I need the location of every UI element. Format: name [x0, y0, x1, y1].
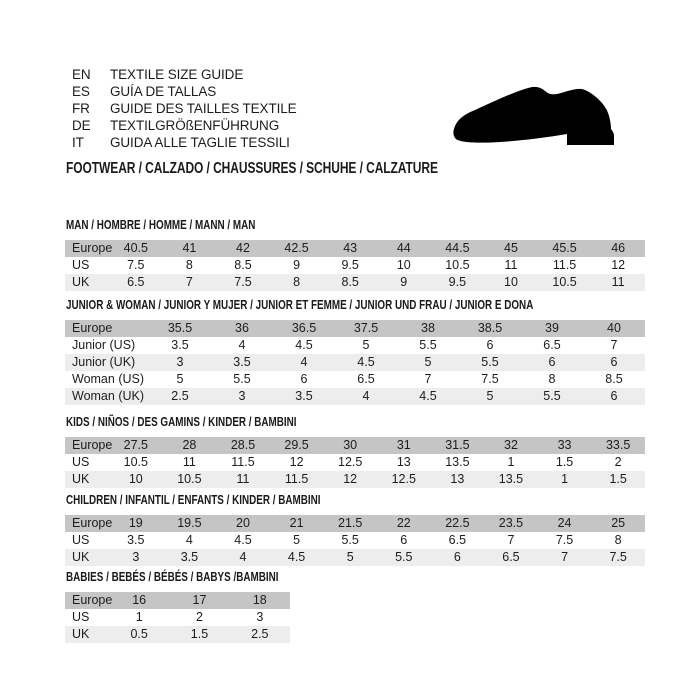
size-cell: 28 [182, 438, 197, 452]
size-cell: 7 [507, 533, 515, 547]
size-cell: 5 [176, 372, 184, 386]
size-cell: 4.5 [357, 355, 375, 369]
size-cell: 13.5 [445, 455, 470, 469]
language-code: ES [72, 84, 90, 99]
size-cell: 5 [362, 338, 370, 352]
size-cell: 1.5 [609, 472, 627, 486]
size-cell: 33.5 [605, 438, 631, 452]
size-cell: 44 [396, 241, 411, 255]
size-cell: 6.5 [448, 533, 467, 547]
size-cell: 31 [396, 438, 411, 452]
size-cell: 11.5 [552, 258, 577, 272]
size-cell: 18 [252, 593, 267, 607]
size-cell: 2 [614, 455, 622, 469]
size-cell: 0.5 [130, 627, 148, 641]
size-table [65, 515, 645, 566]
size-cell: 21 [289, 516, 304, 530]
size-cell: 1.5 [190, 627, 209, 641]
size-cell: 3.5 [180, 550, 199, 564]
size-cell: 6 [610, 355, 618, 369]
table-row [65, 274, 645, 291]
size-cell: 4.5 [234, 533, 252, 547]
size-cell: 5 [486, 389, 494, 403]
row-label: Woman (US) [72, 372, 145, 386]
table-row [65, 532, 645, 549]
language-title: TEXTILE SIZE GUIDE [110, 67, 244, 82]
language-code: EN [72, 67, 91, 82]
size-cell: 6 [300, 372, 308, 386]
size-cell: 5.5 [341, 533, 359, 547]
row-label: Junior (UK) [72, 355, 136, 369]
row-label: UK [72, 627, 90, 641]
size-cell: 2 [196, 610, 203, 624]
size-cell: 4 [362, 389, 370, 403]
size-cell: 11 [611, 275, 625, 289]
size-cell: 41 [182, 241, 197, 255]
size-cell: 4.5 [295, 338, 313, 352]
size-cell: 12 [289, 455, 304, 469]
table-title: BABIES / BEBÉS / BÉBÉS / BABYS /BAMBINI [66, 569, 279, 584]
size-cell: 7.5 [127, 258, 145, 272]
size-cell: 2.5 [171, 389, 189, 403]
size-cell: 9.5 [341, 258, 359, 272]
size-cell: 13 [396, 455, 411, 469]
size-cell: 36 [235, 321, 249, 335]
language-code: FR [72, 101, 90, 116]
size-cell: 9.5 [448, 275, 467, 289]
size-cell: 7 [424, 372, 432, 386]
size-cell: 25 [611, 516, 626, 530]
row-label: Junior (US) [72, 338, 136, 352]
size-cell: 5.5 [233, 372, 251, 386]
row-label: Europe [72, 321, 113, 335]
table-row [65, 371, 645, 388]
size-cell: 3 [256, 610, 264, 624]
table-title: KIDS / NIÑOS / DES GAMINS / KINDER / BAMBINI [66, 414, 297, 429]
size-cell: 16 [132, 593, 147, 607]
size-cell: 11.5 [231, 455, 255, 469]
size-cell: 8 [614, 533, 622, 547]
row-label: Europe [72, 516, 113, 530]
language-title: GUIDE DES TAILLES TEXTILE [110, 101, 297, 116]
size-cell: 8.5 [605, 372, 623, 386]
size-cell: 11 [504, 258, 518, 272]
size-cell: 28.5 [230, 438, 256, 452]
size-cell: 13 [450, 472, 465, 486]
size-cell: 20 [236, 516, 250, 530]
size-cell: 35.5 [167, 321, 193, 335]
size-cell: 7.5 [555, 533, 574, 547]
size-cell: 7.5 [609, 550, 627, 564]
size-cell: 6 [486, 338, 494, 352]
size-cell: 43 [343, 241, 358, 255]
row-label: US [72, 455, 90, 469]
row-label: US [72, 258, 90, 272]
size-cell: 33 [557, 438, 572, 452]
size-cell: 7 [610, 338, 618, 352]
size-cell: 23.5 [498, 516, 524, 530]
size-cell: 37.5 [353, 321, 379, 335]
size-cell: 12.5 [391, 472, 416, 486]
size-cell: 5.5 [395, 550, 413, 564]
size-cell: 24 [557, 516, 572, 530]
table-row [65, 626, 290, 643]
size-cell: 3 [176, 355, 184, 369]
language-title: TEXTILGRÖßENFÜHRUNG [110, 118, 280, 133]
size-cell: 12 [611, 258, 626, 272]
size-cell: 19.5 [177, 516, 202, 530]
size-cell: 8.5 [234, 258, 252, 272]
size-cell: 3 [238, 389, 246, 403]
size-cell: 4.5 [287, 550, 306, 564]
row-label: Europe [72, 438, 113, 452]
size-cell: 4 [238, 338, 246, 352]
size-cell: 3.5 [295, 389, 313, 403]
size-cell: 5.5 [419, 338, 437, 352]
size-cell: 1 [135, 610, 143, 624]
size-cell: 3.5 [233, 355, 251, 369]
size-cell: 42.5 [284, 241, 309, 255]
size-cell: 1 [507, 455, 515, 469]
size-cell: 7 [561, 550, 569, 564]
size-cell: 3 [132, 550, 140, 564]
size-cell: 2.5 [251, 627, 269, 641]
size-cell: 8.5 [341, 275, 359, 289]
size-cell: 10.5 [552, 275, 577, 289]
size-cell: 40 [607, 321, 621, 335]
size-cell: 5.5 [481, 355, 499, 369]
table-row [65, 515, 645, 532]
table-row [65, 454, 645, 471]
size-cell: 7.5 [234, 275, 252, 289]
size-cell: 6.5 [357, 372, 375, 386]
size-cell: 12 [343, 472, 358, 486]
size-cell: 3.5 [171, 338, 189, 352]
table-row [65, 592, 290, 609]
size-cell: 36.5 [291, 321, 317, 335]
size-cell: 8 [185, 258, 193, 272]
size-cell: 6.5 [127, 275, 145, 289]
size-cell: 10 [396, 258, 411, 272]
row-label: Europe [72, 241, 113, 255]
size-cell: 42 [236, 241, 250, 255]
size-cell: 4 [239, 550, 247, 564]
size-cell: 1.5 [555, 455, 574, 469]
size-cell: 38.5 [477, 321, 503, 335]
row-label: UK [72, 550, 90, 564]
table-row [65, 320, 645, 337]
size-cell: 11 [182, 455, 196, 469]
size-cell: 6.5 [502, 550, 520, 564]
table-row [65, 388, 645, 405]
size-cell: 7.5 [481, 372, 499, 386]
size-cell: 22.5 [445, 516, 470, 530]
table-row [65, 437, 645, 454]
language-title: GUIDA ALLE TAGLIE TESSILI [110, 135, 290, 150]
table-row [65, 337, 645, 354]
size-cell: 5.5 [543, 389, 561, 403]
size-cell: 4 [300, 355, 308, 369]
size-cell: 27.5 [123, 438, 148, 452]
size-cell: 3.5 [127, 533, 145, 547]
size-cell: 8 [548, 372, 556, 386]
size-cell: 17 [192, 593, 207, 607]
row-label: US [72, 610, 90, 624]
size-cell: 10.5 [123, 455, 148, 469]
table-row [65, 257, 645, 274]
size-cell: 19 [128, 516, 143, 530]
size-cell: 10 [128, 472, 143, 486]
size-table [65, 320, 645, 405]
size-cell: 5 [346, 550, 354, 564]
size-cell: 13.5 [498, 472, 524, 486]
size-cell: 4 [185, 533, 193, 547]
size-cell: 39 [545, 321, 559, 335]
size-cell: 5 [293, 533, 301, 547]
size-table [65, 592, 290, 643]
size-table [65, 240, 645, 291]
size-cell: 21.5 [338, 516, 363, 530]
size-cell: 6 [548, 355, 556, 369]
size-cell: 10 [504, 275, 518, 289]
table-row [65, 240, 645, 257]
size-cell: 6 [610, 389, 618, 403]
row-label: UK [72, 472, 90, 486]
size-cell: 7 [185, 275, 193, 289]
size-cell: 32 [504, 438, 518, 452]
size-cell: 10.5 [177, 472, 202, 486]
size-cell: 6 [400, 533, 408, 547]
table-title: CHILDREN / INFANTIL / ENFANTS / KINDER / BAMBINI [66, 492, 321, 507]
size-cell: 44.5 [445, 241, 470, 255]
size-table [65, 437, 645, 488]
size-cell: 9 [293, 258, 301, 272]
size-cell: 10.5 [445, 258, 470, 272]
size-cell: 40.5 [123, 241, 148, 255]
size-cell: 30 [343, 438, 358, 452]
table-row [65, 354, 645, 371]
row-label: Woman (UK) [72, 389, 145, 403]
size-cell: 1 [561, 472, 569, 486]
row-label: Europe [72, 593, 113, 607]
size-cell: 4.5 [419, 389, 437, 403]
size-cell: 22 [396, 516, 411, 530]
row-label: US [72, 533, 90, 547]
category-title: FOOTWEAR / CALZADO / CHAUSSURES / SCHUHE / CALZATURE [66, 160, 438, 177]
size-cell: 6.5 [543, 338, 561, 352]
size-cell: 31.5 [445, 438, 470, 452]
table-title: JUNIOR & WOMAN / JUNIOR Y MUJER / JUNIOR ET FEMME / JUNIOR UND FRAU / JUNIOR E DONA [66, 297, 534, 312]
size-cell: 29.5 [284, 438, 309, 452]
language-code: DE [72, 118, 91, 133]
size-cell: 9 [400, 275, 408, 289]
size-cell: 12.5 [338, 455, 363, 469]
size-cell: 8 [293, 275, 301, 289]
table-title: MAN / HOMBRE / HOMME / MANN / MAN [66, 217, 256, 232]
size-cell: 45 [504, 241, 518, 255]
size-cell: 38 [421, 321, 435, 335]
language-title: GUÍA DE TALLAS [110, 84, 217, 99]
size-cell: 11 [236, 472, 250, 486]
table-row [65, 471, 645, 488]
size-cell: 5 [424, 355, 432, 369]
size-cell: 45.5 [552, 241, 577, 255]
table-row [65, 549, 645, 566]
size-cell: 11.5 [284, 472, 309, 486]
language-code: IT [72, 135, 84, 150]
size-cell: 46 [611, 241, 626, 255]
size-cell: 6 [453, 550, 461, 564]
row-label: UK [72, 275, 90, 289]
table-row [65, 609, 290, 626]
